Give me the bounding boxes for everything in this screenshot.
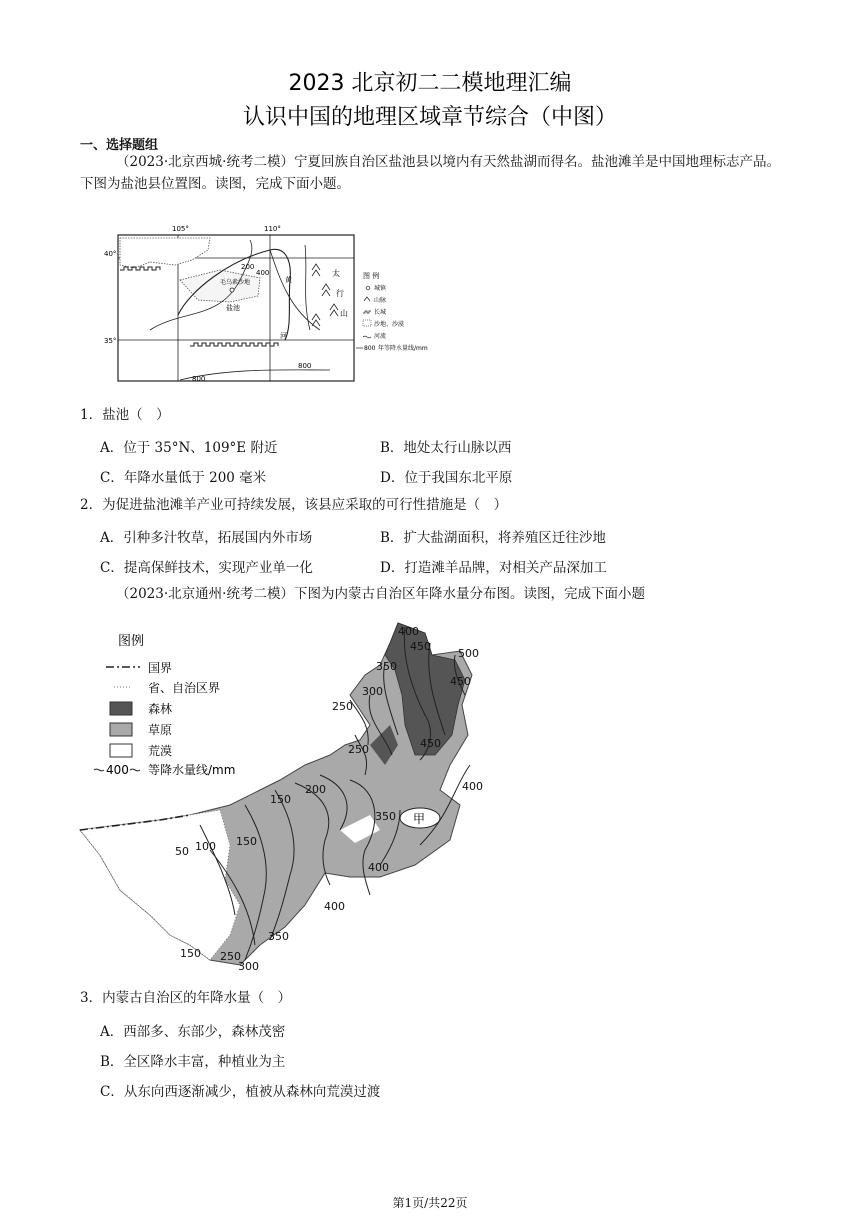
iso-label-400d: 400 [324, 900, 345, 913]
lat-label-40: 40° [104, 250, 117, 258]
map1-legend-title: 图 例 [363, 272, 380, 280]
document-subtitle: 认识中国的地理区域章节综合（中图） [242, 105, 617, 130]
question-2-stem: 2．为促进盐池滩羊产业可持续发展，该县应采取的可行性措施是（ ） [80, 497, 508, 513]
map1-legend-2: 长城 [374, 309, 387, 316]
legend-mountain-icon [364, 297, 370, 301]
place-yanchi: 盐池 [226, 304, 240, 312]
isohyet-label-200: 200 [241, 263, 255, 271]
q2-option-a[interactable]: A．引种多汁牧草，拓展国内外市场 [100, 530, 313, 546]
map1-legend-4: 河流 [374, 333, 387, 340]
iso-label-150a: 150 [270, 793, 291, 806]
inner-mongolia-precipitation-map [80, 615, 520, 975]
legend-river-icon [363, 336, 371, 338]
map1-legend-3: 沙地、沙漠 [374, 321, 405, 328]
section-heading: 一、选择题组 [80, 138, 159, 153]
q2-option-d[interactable]: D．打造滩羊品牌，对相关产品深加工 [380, 560, 607, 576]
desert-west [80, 810, 240, 960]
q2-option-c[interactable]: C．提高保鲜技术，实现产业单一化 [100, 560, 313, 576]
q1-option-c[interactable]: C．年降水量低于 200 毫米 [100, 470, 267, 486]
map2-legend-title: 图例 [118, 634, 145, 649]
map1-legend-iso-sample: 800 [364, 345, 376, 352]
map2-legend-5: 等降水量线/mm [148, 763, 236, 777]
place-sand: 毛乌素沙地 [220, 279, 251, 286]
iso-label-500: 500 [458, 647, 479, 660]
iso-label-250c: 250 [220, 950, 241, 963]
iso-label-350b: 350 [375, 810, 396, 823]
legend-wall-icon [363, 311, 371, 313]
map2-legend-0: 国界 [148, 661, 173, 675]
iso-label-100: 100 [195, 840, 216, 853]
iso-label-250a: 250 [332, 700, 353, 713]
iso-label-150b: 150 [236, 835, 257, 848]
isohyet-label-400: 400 [256, 269, 270, 277]
map2-legend-iso-sample: 400 [106, 763, 129, 777]
q1-option-b[interactable]: B．地处太行山脉以西 [380, 440, 512, 456]
iso-label-450b: 450 [450, 675, 471, 688]
intro-paragraph-1: （2023·北京西城·统考二模）宁夏回族自治区盐池县以境内有天然盐湖而得名。盐池滩羊是中国地理标志产品。下图为盐池县位置图。读图，完成下面小题。 [80, 154, 780, 192]
map1-legend-0: 城镇 [374, 285, 387, 292]
mtn-char-1: 太 [332, 269, 340, 278]
q3-option-a[interactable]: A．西部多、东部少，森林茂密 [100, 1024, 286, 1040]
question-1-stem: 1．盐池（ ） [80, 407, 170, 423]
legend-forest-swatch [110, 702, 132, 715]
q1-option-d[interactable]: D．位于我国东北平原 [380, 470, 513, 486]
q1-option-a[interactable]: A．位于 35°N、109°E 附近 [100, 440, 278, 456]
iso-label-200: 200 [305, 783, 326, 796]
intro-paragraph-2: （2023·北京通州·统考二模）下图为内蒙古自治区年降水量分布图。读图，完成下面小题 [116, 586, 645, 602]
lon-label-105: 105° [172, 225, 189, 233]
map1-legend-1: 山脉 [374, 297, 387, 304]
mtn-char-2: 行 [336, 289, 344, 298]
river-label-he: 河 [280, 332, 287, 340]
iso-label-400b: 400 [462, 780, 483, 793]
iso-label-400c: 400 [368, 861, 389, 874]
question-3-stem: 3．内蒙古自治区的年降水量（ ） [80, 990, 292, 1006]
iso-label-450a: 450 [410, 640, 431, 653]
iso-label-350a: 350 [376, 660, 397, 673]
map2-legend-4: 荒漠 [148, 744, 173, 758]
iso-label-50: 50 [175, 845, 189, 858]
iso-label-300b: 300 [238, 960, 259, 973]
map2-legend-1: 省、自治区界 [148, 681, 221, 695]
yanchi-location-map [80, 220, 428, 385]
iso-label-150c: 150 [180, 947, 201, 960]
label-jia: 甲 [413, 812, 426, 826]
isohyet-label-800b: 800 [298, 362, 312, 370]
q2-option-b[interactable]: B．扩大盐湖面积，将养殖区迁往沙地 [380, 530, 606, 546]
isohyet-label-800a: 800 [192, 375, 206, 383]
mtn-char-3: 山 [340, 309, 348, 318]
yanchi-town-icon [230, 288, 234, 292]
q3-option-b[interactable]: B．全区降水丰富，种植业为主 [100, 1054, 286, 1070]
iso-label-400a: 400 [398, 625, 419, 638]
map1-legend-5: 年等降水量线/mm [378, 345, 428, 352]
legend-grassland-swatch [110, 723, 132, 736]
legend-desert-swatch [110, 744, 132, 757]
iso-label-450c: 450 [420, 737, 441, 750]
page-footer: 第1页/共22页 [392, 1196, 468, 1210]
iso-label-300a: 300 [362, 685, 383, 698]
map2-legend-2: 森林 [148, 702, 173, 716]
legend-town-icon [366, 286, 370, 290]
lat-label-35: 35° [104, 337, 117, 345]
iso-label-250b: 250 [348, 743, 369, 756]
iso-label-350c: 350 [268, 930, 289, 943]
q3-option-c[interactable]: C．从东向西逐渐减少，植被从森林向荒漠过渡 [100, 1084, 381, 1100]
river-label-huang: 黄 [285, 276, 292, 284]
document-title: 2023 北京初二二模地理汇编 [288, 71, 572, 96]
map2-legend-3: 草原 [148, 723, 173, 737]
lon-label-110: 110° [264, 225, 281, 233]
legend-sand-icon [363, 320, 371, 326]
